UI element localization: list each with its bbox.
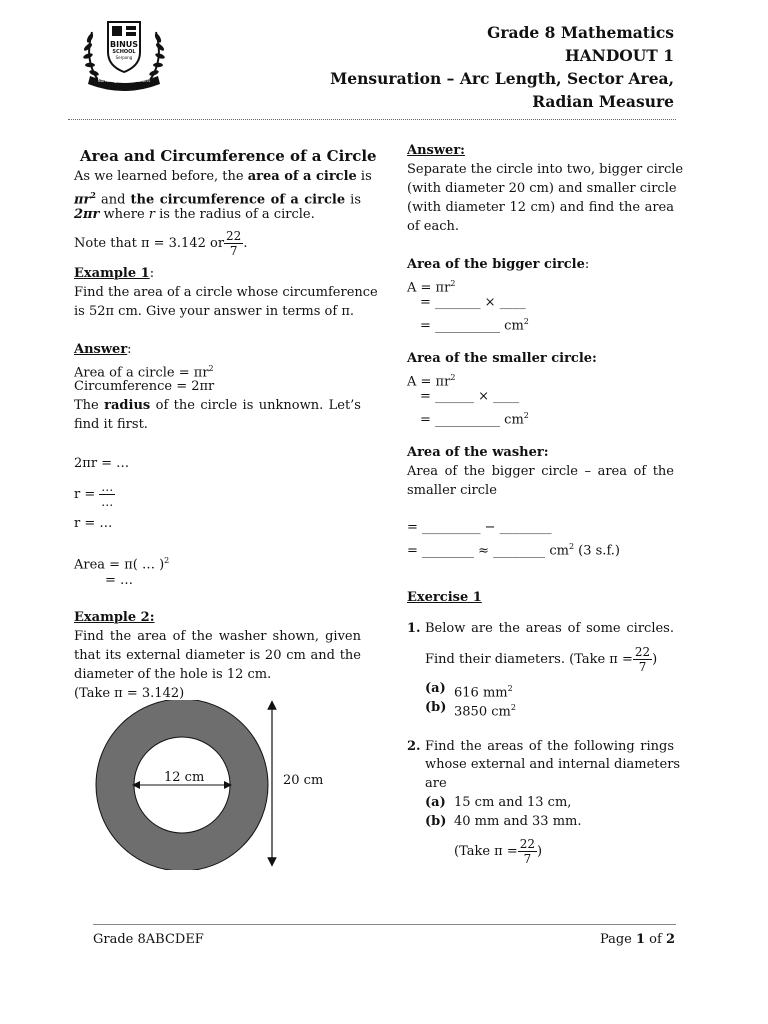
example2-answer-label: Answer: — [407, 143, 465, 158]
answer-line-1: Separate the circle into two, bigger circle — [407, 162, 684, 177]
exercise-q1a-label: (a) — [425, 681, 446, 696]
intro-line-3: 2πr where r is the radius of a circle. — [74, 207, 315, 222]
exercise-q2-line2: whose external and internal diameters — [425, 757, 681, 772]
example1-question-line2: is 52π cm. Give your answer in terms of π. — [74, 304, 354, 319]
bigger-circle-title: Area of the bigger circle: — [407, 257, 590, 272]
footer-divider — [93, 924, 676, 925]
exercise-q1b-value: 3850 $cm^2$ — [454, 703, 516, 720]
example1-circumference-formula: Circumference = 2πr — [74, 379, 215, 394]
logo-word-school: SCHOOL — [112, 49, 136, 55]
exercise-q2a-label: (a) — [425, 795, 446, 810]
bigger-circle-step-1: = _______ × ____ — [420, 295, 526, 310]
exercise-q1-line1: Below are the areas of some circles. — [425, 621, 674, 636]
example1-answer-label: Answer: — [74, 342, 132, 357]
exercise-q2a-value: 15 cm and 13 cm, — [454, 795, 572, 810]
exercise-q2-take-pi: (Take π = $\frac{22}{7}$ ) — [454, 836, 543, 866]
exercise-q2b-label: (b) — [425, 814, 447, 829]
washer-area-title: Area of the washer: — [407, 445, 549, 460]
example1-radius-note: The radius of the circle is unknown. Let’s — [74, 398, 361, 413]
answer-line-4: of each. — [407, 219, 459, 234]
example2-question-line2: that its external diameter is 20 cm and the — [74, 648, 361, 663]
school-logo — [78, 14, 170, 92]
header-topic-line2: Radian Measure — [532, 92, 674, 111]
washer-area-step-2: = ________ ≈ ________ $cm^2$ (3 s.f.) — [407, 542, 620, 559]
exercise-q2-line3: are — [425, 776, 447, 791]
exercise-q1a-value: 616 $mm^2$ — [454, 684, 513, 701]
section-title: Area and Circumference of a Circle — [80, 147, 377, 165]
smaller-circle-step-2: = __________ $cm^2$ — [420, 411, 529, 428]
example1-step-3: r = … — [74, 516, 113, 531]
washer-area-desc-1: Area of the bigger circle – area of the — [407, 464, 674, 479]
example2-question-line3: diameter of the hole is 12 cm. — [74, 667, 272, 682]
example1-title: Example 1: — [74, 266, 155, 281]
example2-question-line4: (Take π = 3.142) — [74, 686, 185, 701]
exercise-q2-line1: Find the areas of the following rings — [425, 739, 674, 754]
example1-step-4: Area = π( … )$^2$ — [74, 556, 170, 573]
pi-note: Note that π = 3.142 or $\frac{22}{7}$ . — [74, 228, 248, 258]
smaller-circle-title: Area of the smaller circle: — [407, 351, 597, 366]
example1-step-1: 2πr = … — [74, 456, 130, 471]
logo-word-location: Serpong — [115, 55, 133, 60]
header-divider — [68, 119, 676, 120]
header-subject: Grade 8 Mathematics — [487, 23, 674, 42]
exercise-title: Exercise 1 — [407, 590, 482, 605]
outer-diameter-label: 20 cm — [283, 773, 324, 788]
smaller-circle-step-1: = ______ × ____ — [420, 389, 520, 404]
exercise-q2-number: 2. — [407, 739, 421, 754]
exercise-q1-number: 1. — [407, 621, 421, 636]
exercise-q1b-label: (b) — [425, 700, 447, 715]
example1-question-line1: Find the area of a circle whose circumference — [74, 285, 378, 300]
footer-page-number: Page 1 of 2 — [599, 932, 675, 947]
intro-line-1: As we learned before, the area of a circle is — [74, 169, 372, 184]
logo-ribbon-text: Nurturing · Future Leaders — [97, 78, 151, 83]
header-handout: HANDOUT 1 — [564, 46, 674, 65]
intro-line-2: $\pi r^2$ and the circumference of a circle is — [74, 190, 361, 208]
bigger-circle-step-2: = __________ $cm^2$ — [420, 317, 529, 334]
answer-line-3: (with diameter 12 cm) and find the area — [407, 200, 674, 215]
bigger-circle-formula: $A = \pi r^2$ — [407, 279, 456, 296]
example1-area-formula: Area of a circle = $\pi r^2$ — [74, 364, 214, 381]
logo-word-binus: BINUS — [110, 40, 139, 49]
smaller-circle-formula: $A = \pi r^2$ — [407, 373, 456, 390]
inner-diameter-label: 12 cm — [164, 770, 205, 785]
example1-radius-note-2: find it first. — [74, 417, 148, 432]
example1-step-5: = … — [105, 573, 134, 588]
header-topic-line1: Mensuration – Arc Length, Sector Area, — [330, 69, 674, 88]
exercise-q1-line2: Find their diameters. (Take π = $\frac{22}{7}$ ) — [425, 644, 658, 674]
example2-title: Example 2: — [74, 610, 155, 625]
washer-area-step-1: = _________ − ________ — [407, 520, 552, 535]
washer-area-desc-2: smaller circle — [407, 483, 497, 498]
footer-class: Grade 8ABCDEF — [93, 932, 204, 947]
example1-step-2: r = $\frac{\dots}{\dots}$ — [74, 479, 114, 509]
example2-question-line1: Find the area of the washer shown, given — [74, 629, 361, 644]
exercise-q2b-value: 40 mm and 33 mm. — [454, 814, 582, 829]
pi-fraction: $\frac{22}{7}$ — [226, 228, 242, 258]
answer-line-2: (with diameter 20 cm) and smaller circle — [407, 181, 677, 196]
